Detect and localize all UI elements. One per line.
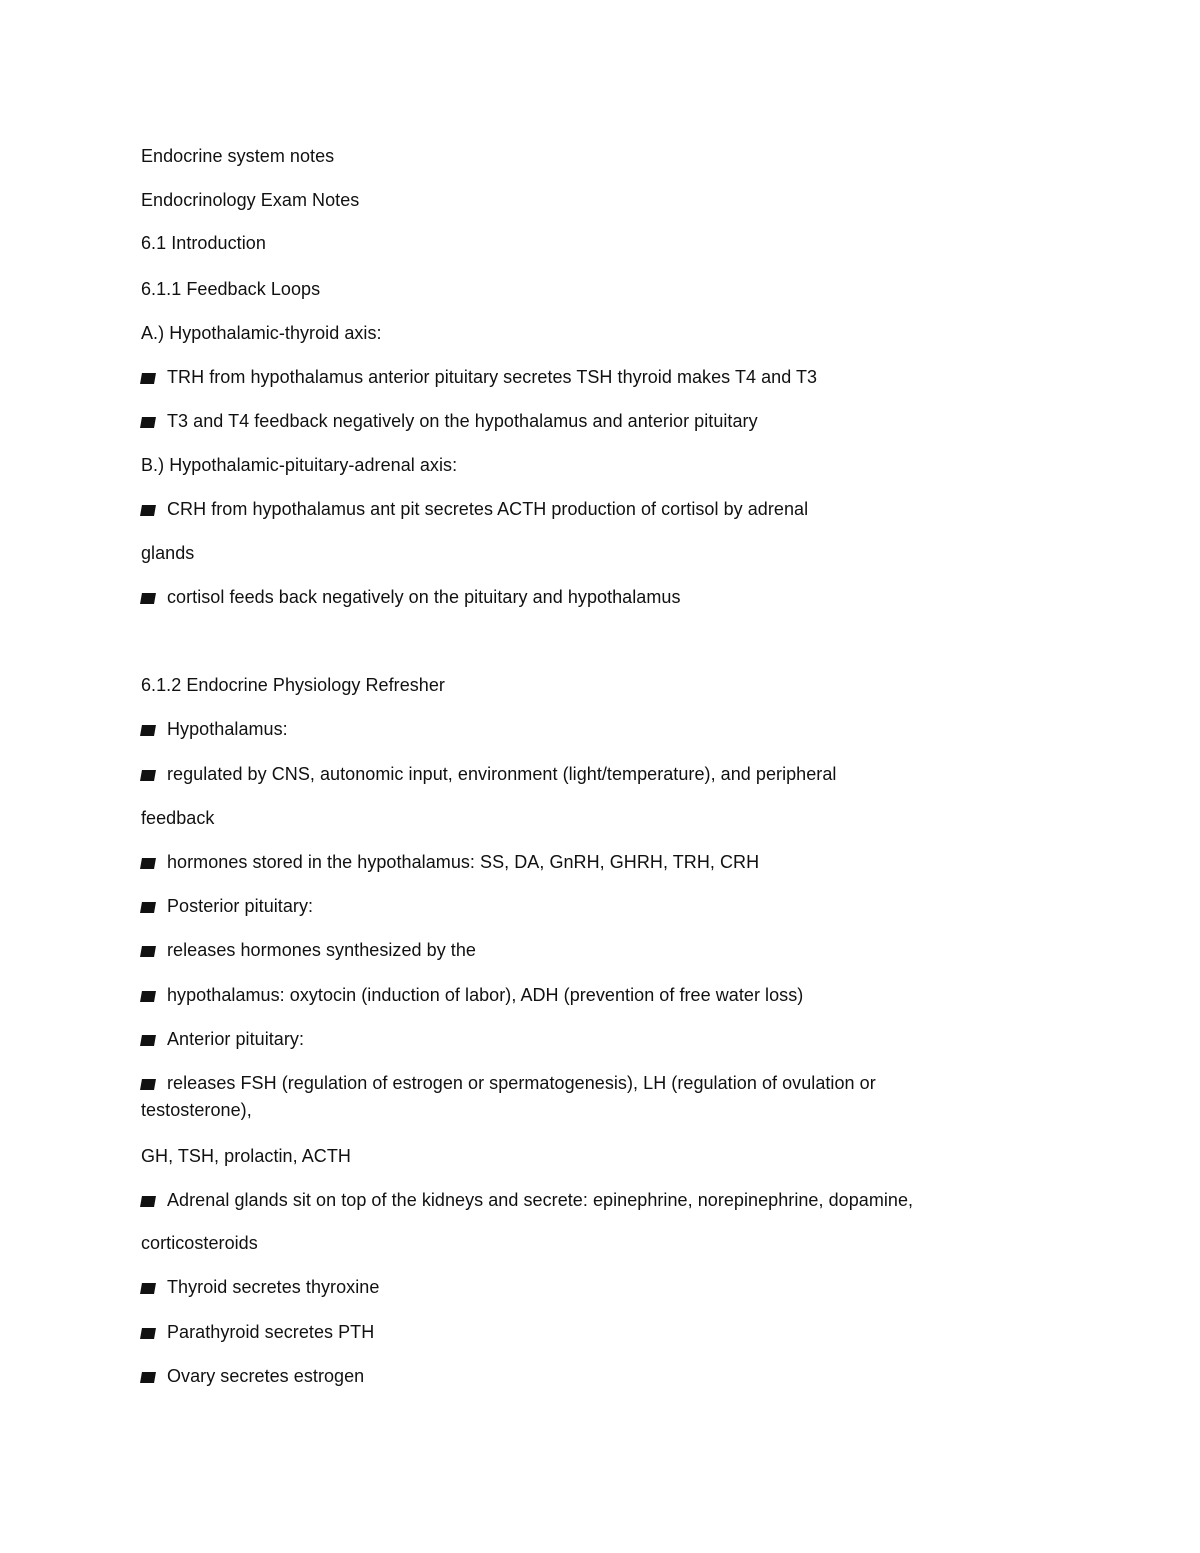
list-item	[141, 851, 759, 875]
list-item	[141, 366, 817, 390]
list-item-text: releases FSH (regulation of estrogen or spermatogenesis), LH (regulation of ovulation or	[167, 1073, 876, 1093]
bullet-icon	[141, 1323, 167, 1345]
section-heading-6-1-1: 6.1.1 Feedback Loops	[141, 279, 321, 299]
document-subtitle: Endocrinology Exam Notes	[141, 190, 360, 210]
list-item	[141, 498, 808, 522]
list-item-text: Ovary secretes estrogen	[167, 1366, 365, 1386]
bullet-icon	[141, 412, 167, 434]
list-item	[141, 1189, 913, 1213]
list-item	[141, 1072, 876, 1096]
list-item-continuation: GH, TSH, prolactin, ACTH	[141, 1146, 351, 1166]
bullet-icon	[141, 986, 167, 1008]
list-item	[141, 1028, 304, 1052]
section-heading-6-1: 6.1 Introduction	[141, 233, 266, 253]
list-item	[141, 586, 681, 610]
list-item	[141, 895, 313, 919]
list-item-continuation: corticosteroids	[141, 1233, 258, 1253]
list-item	[141, 718, 288, 742]
bullet-icon	[141, 1367, 167, 1389]
bullet-icon	[141, 897, 167, 919]
list-item-text: CRH from hypothalamus ant pit secretes ACTH production of cortisol by adrenal	[167, 499, 809, 519]
list-item	[141, 984, 803, 1008]
list-item-text: releases hormones synthesized by the	[167, 940, 476, 960]
axis-b-heading: B.) Hypothalamic-pituitary-adrenal axis:	[141, 455, 458, 475]
bullet-icon	[141, 1191, 167, 1213]
list-item-continuation: glands	[141, 543, 195, 563]
section-heading-6-1-2: 6.1.2 Endocrine Physiology Refresher	[141, 675, 445, 695]
list-item-text: Hypothalamus:	[167, 719, 288, 739]
document-title: Endocrine system notes	[141, 146, 335, 166]
bullet-icon	[141, 368, 167, 390]
list-item-text: hypothalamus: oxytocin (induction of labor), ADH (prevention of free water loss)	[167, 985, 804, 1005]
bullet-icon	[141, 765, 167, 787]
bullet-icon	[141, 500, 167, 522]
list-item-text: TRH from hypothalamus anterior pituitary secretes TSH thyroid makes T4 and T3	[167, 367, 818, 387]
bullet-icon	[141, 1074, 167, 1096]
bullet-icon	[141, 720, 167, 742]
list-item-continuation: testosterone),	[141, 1100, 252, 1120]
bullet-icon	[141, 941, 167, 963]
axis-a-heading: A.) Hypothalamic-thyroid axis:	[141, 323, 382, 343]
list-item-text: hormones stored in the hypothalamus: SS, DA, GnRH, GHRH, TRH, CRH	[167, 852, 760, 872]
list-item	[141, 1365, 364, 1389]
list-item-text: Thyroid secretes thyroxine	[167, 1277, 380, 1297]
list-item	[141, 1276, 379, 1300]
list-item-text: Parathyroid secretes PTH	[167, 1322, 375, 1342]
list-item	[141, 1321, 374, 1345]
list-item-text: T3 and T4 feedback negatively on the hypothalamus and anterior pituitary	[167, 411, 758, 431]
list-item	[141, 410, 758, 434]
bullet-icon	[141, 853, 167, 875]
list-item-continuation: feedback	[141, 808, 215, 828]
list-item	[141, 939, 476, 963]
list-item-text: Posterior pituitary:	[167, 896, 314, 916]
list-item-text: regulated by CNS, autonomic input, environment (light/temperature), and peripheral	[167, 764, 837, 784]
list-item-text: cortisol feeds back negatively on the pituitary and hypothalamus	[167, 587, 681, 607]
list-item	[141, 763, 836, 787]
list-item-text: Adrenal glands sit on top of the kidneys and secrete: epinephrine, norepinephrine, dopamine,	[167, 1190, 914, 1210]
bullet-icon	[141, 1030, 167, 1052]
list-item-text: Anterior pituitary:	[167, 1029, 305, 1049]
bullet-icon	[141, 588, 167, 610]
bullet-icon	[141, 1278, 167, 1300]
